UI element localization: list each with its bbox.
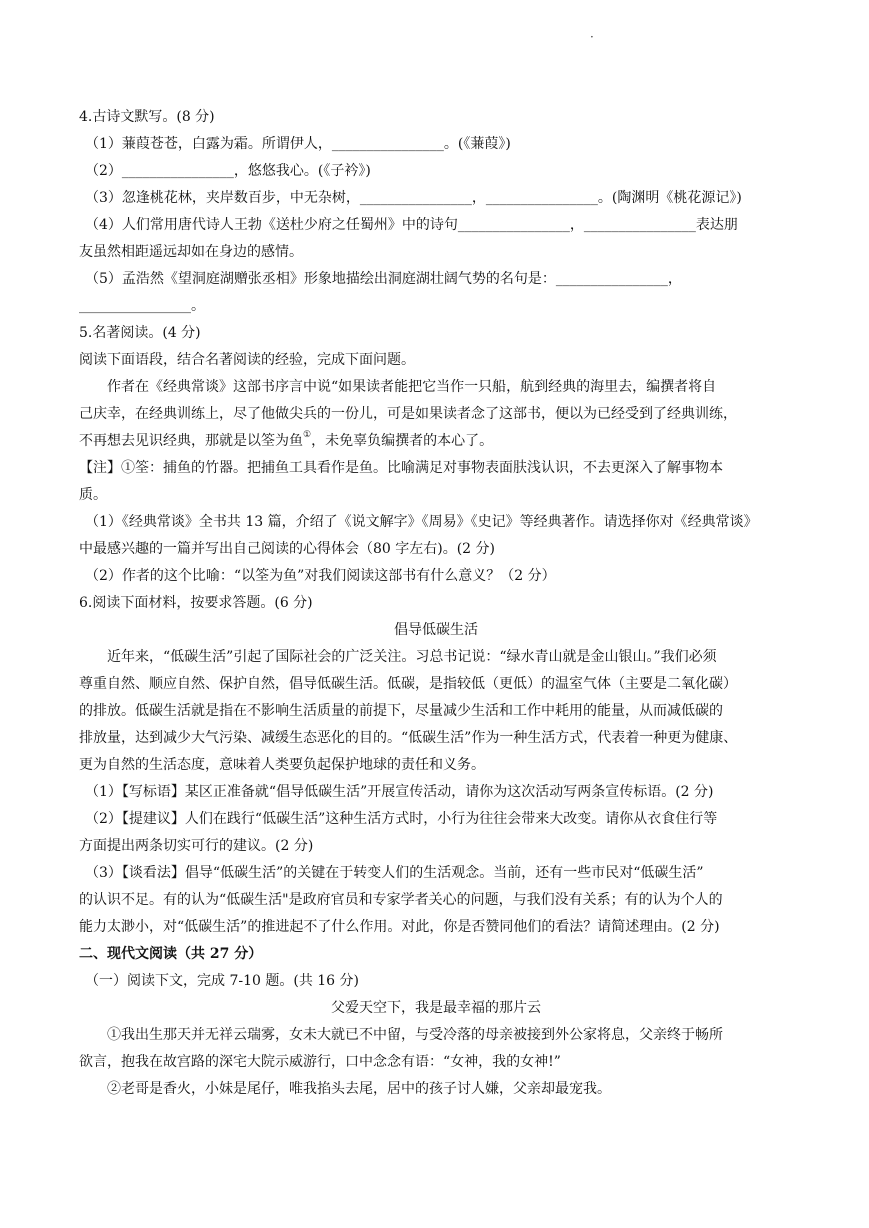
article-paragraph-1-continued: 欲言，抱我在故宫路的深宅大院示威游行，口中念念有语：“女神，我的女神!” [79,1054,561,1070]
question-5-passage-line: 作者在《经典常谈》这部书序言中说“如果读者能把它当作一只船，航到经典的海里去，编撰者将自 [107,379,717,395]
question-4-item-4: （4）人们常用唐代诗人王勃《送杜少府之任蜀州》中的诗句________________，________________表达朋 [85,217,738,233]
material-paragraph-line: 更为自然的生活态度，意味着人类要负起保护地球的责任和义务。 [79,757,485,773]
article-paragraph-2: ②老哥是香火，小妹是尾仔，唯我掐头去尾，居中的孩子讨人嫌，父亲却最宠我。 [107,1081,611,1097]
question-6-item-1: （1）【写标语】某区正准备就“倡导低碳生活”开展宣传活动，请你为这次活动写两条宣传标语。(2 分) [85,784,714,800]
question-5-item-2: （2）作者的这个比喻：“以筌为鱼”对我们阅读这部书有什么意义？（2 分） [85,568,556,584]
material-paragraph-line: 近年来，“低碳生活”引起了国际社会的广泛关注。习总书记说：“绿水青山就是金山银山。”我们必须 [107,649,717,665]
question-4-item-5-continued: ________________。 [79,298,205,314]
question-6-heading: 6.阅读下面材料，按要求答题。(6 分) [79,595,313,611]
question-4-item-1: （1）蒹葭苍苍，白露为霜。所谓伊人，________________。(《蒹葭》) [85,136,511,152]
question-6-item-2-continued: 方面提出两条切实可行的建议。(2 分) [79,838,314,854]
passage-text: 不再想去见识经典，那就是以筌为鱼 [79,433,303,449]
passage-text: ，未免辜负编撰者的本心了。 [311,433,494,449]
question-4-item-5: （5）孟浩然《望洞庭湖赠张丞相》形象地描绘出洞庭湖壮阔气势的名句是：________________， [85,271,682,287]
question-6-item-3-continued: 的认识不足。有的认为“低碳生活"是政府官员和专家学者关心的问题，与我们没有关系；有的认为个人的 [79,892,723,908]
question-6-item-3-continued: 能力太渺小，对“低碳生活”的推进起不了什么作用。对此，你是否赞同他们的看法？请简述理由。(2 分) [79,919,720,935]
question-5-heading: 5.名著阅读。(4 分) [79,325,201,341]
material-paragraph-line: 排放量，达到减少大气污染、减缓生态恶化的目的。“低碳生活”作为一种生活方式，代表着一种更为健康、 [79,730,738,746]
page-mark: · [590,30,594,44]
question-5-passage-line [79,428,793,455]
footnote-marker: ① [303,430,312,440]
question-5-instruction: 阅读下面语段，结合名著阅读的经验，完成下面问题。 [79,352,415,368]
article-title: 父爱天空下，我是最幸福的那片云 [331,1000,541,1016]
question-5-item-1-continued: 中最感兴趣的一篇并写出自己阅读的心得体会（80 字左右)。(2 分) [79,541,496,557]
question-4-heading: 4.古诗文默写。(8 分) [79,109,215,125]
material-paragraph-line: 的排放。低碳生活就是指在不影响生活质量的前提下，尽量减少生活和工作中耗用的能量，从而减低碳的 [79,703,723,719]
question-4-item-3: （3）忽逢桃花林，夹岸数百步，中无杂树，________________，________________。(陶渊明《桃花源记》) [85,190,742,206]
document-body [79,104,793,1103]
question-6-item-2: （2）【提建议】人们在践行“低碳生活”这种生活方式时，小行为往往会带来大改变。请你从衣食住行等 [85,811,718,827]
question-4-item-4-continued: 友虽然相距遥远却如在身边的感情。 [79,244,303,260]
reading-1-instruction: （一）阅读下文，完成 7-10 题。(共 16 分) [85,973,359,989]
question-5-item-1: （1）《经典常谈》全书共 13 篇，介绍了《说文解字》《周易》《史记》等经典著作。请选择你对《经典常谈》 [85,514,758,530]
section-2-heading: 二、现代文阅读（共 27 分） [79,946,263,962]
article-paragraph-1: ①我出生那天并无祥云瑞雾，女未大就已不中留，与受冷落的母亲被接到外公家将息，父亲终于畅所 [107,1027,723,1043]
material-title: 倡导低碳生活 [394,622,478,638]
material-paragraph-line: 尊重自然、顺应自然、保护自然，倡导低碳生活。低碳，是指较低（更低）的温室气体（主要是二氧化碳） [79,676,737,692]
question-5-passage-line: 己庆幸，在经典训练上，尽了他做尖兵的一份儿，可是如果读者念了这部书，便以为已经受到了经典训练， [79,406,737,422]
question-5-note: 【注】①筌：捕鱼的竹器。把捕鱼工具看作是鱼。比喻满足对事物表面肤浅认识，不去更深入了解事物本 [79,460,723,476]
question-5-note-continued: 质。 [79,487,107,503]
question-6-item-3: （3）【谈看法】倡导“低碳生活”的关键在于转变人们的生活观念。当前，还有一些市民对“低碳生活” [85,865,704,881]
question-4-item-2: （2）________________，悠悠我心。(《子衿》) [85,163,371,179]
